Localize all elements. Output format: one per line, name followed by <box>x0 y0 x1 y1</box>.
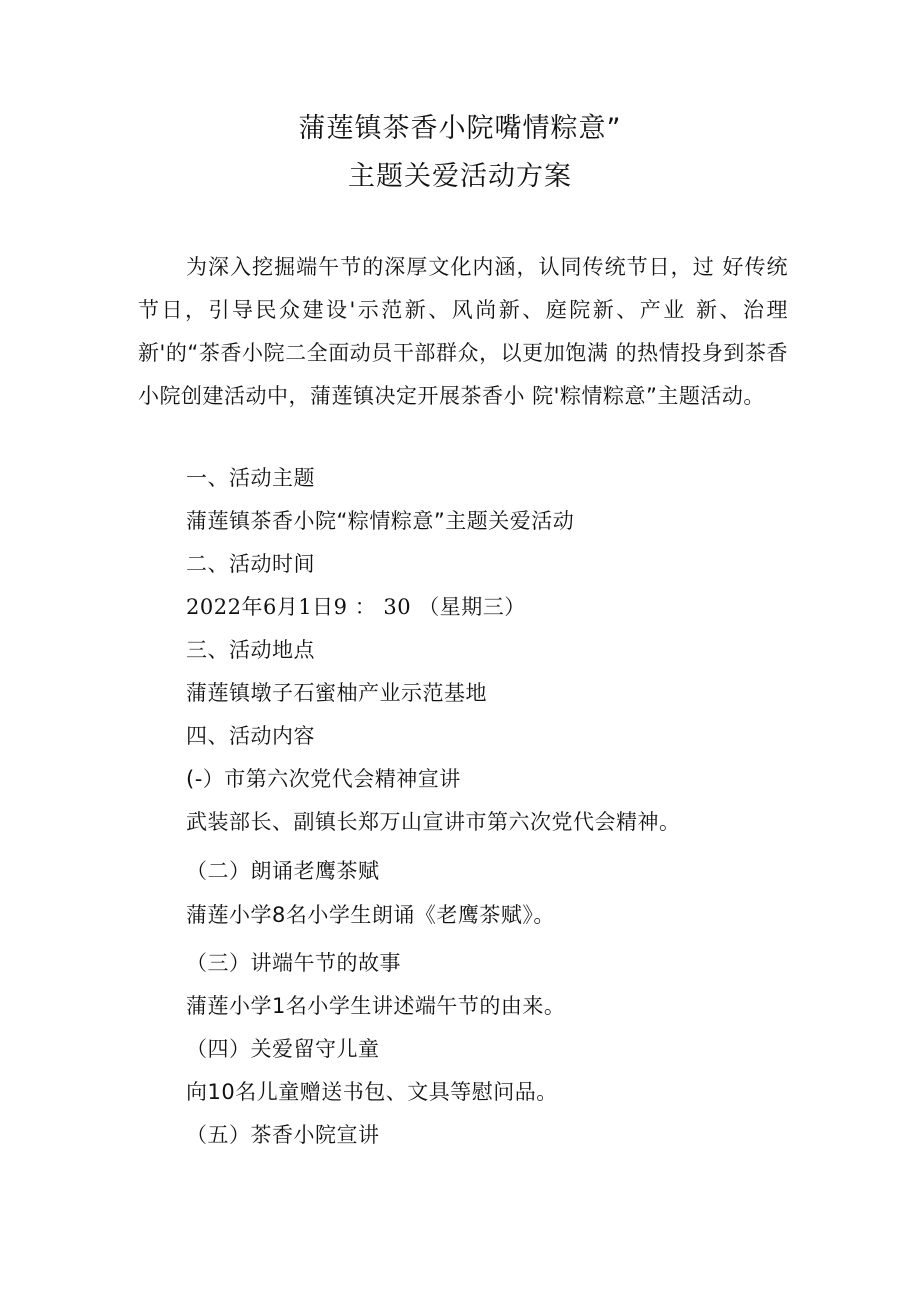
section-heading-theme: 一、活动主题 <box>186 466 315 490</box>
section-text-location: 蒲莲镇墩子石蜜柚产业示范基地 <box>186 681 487 705</box>
item-heading-4: （四）关爱留守儿童 <box>186 1037 380 1061</box>
item-heading-2: （二）朗诵老鹰茶赋 <box>186 859 380 883</box>
document-title-line-2: 主题关爱活动方案 <box>348 161 572 192</box>
item-heading-1: (-）市第六次党代会精神宣讲 <box>186 767 461 791</box>
item-heading-3: （三）讲端午节的故事 <box>186 951 401 975</box>
item-text-4: 向10名儿童赠送书包、文具等慰问品。 <box>186 1080 558 1104</box>
section-text-time: 2022年6月1日9 ： 30 （星期三） <box>186 595 526 619</box>
item-text-2: 蒲莲小学8名小学生朗诵《老鹰茶赋》。 <box>186 903 555 927</box>
section-heading-location: 三、活动地点 <box>186 638 315 662</box>
item-heading-5: （五）茶香小院宣讲 <box>186 1123 380 1147</box>
item-text-3: 蒲莲小学1名小学生讲述端午节的由来。 <box>186 994 566 1018</box>
document-title-line-1: 蒲莲镇茶香小院嘴情粽意” <box>298 113 622 144</box>
section-heading-content: 四、活动内容 <box>186 724 315 748</box>
section-text-theme: 蒲莲镇茶香小院“粽情粽意”主题关爱活动 <box>186 509 575 533</box>
intro-paragraph: 为深入挖掘端午节的深厚文化内涵，认同传统节日，过 好传统节日，引导民众建设'示范新、风尚新、庭院新、产业 新、治理新'的“茶香小院二全面动员干部群众，以更加饱满 的热情投身到茶香小院创建活动中，蒲莲镇决定开展茶香小 院'粽情粽意”主题活动。 <box>138 255 788 408</box>
item-text-1: 武装部长、副镇长郑万山宣讲市第六次党代会精神。 <box>186 810 681 834</box>
section-heading-time: 二、活动时间 <box>186 552 315 576</box>
